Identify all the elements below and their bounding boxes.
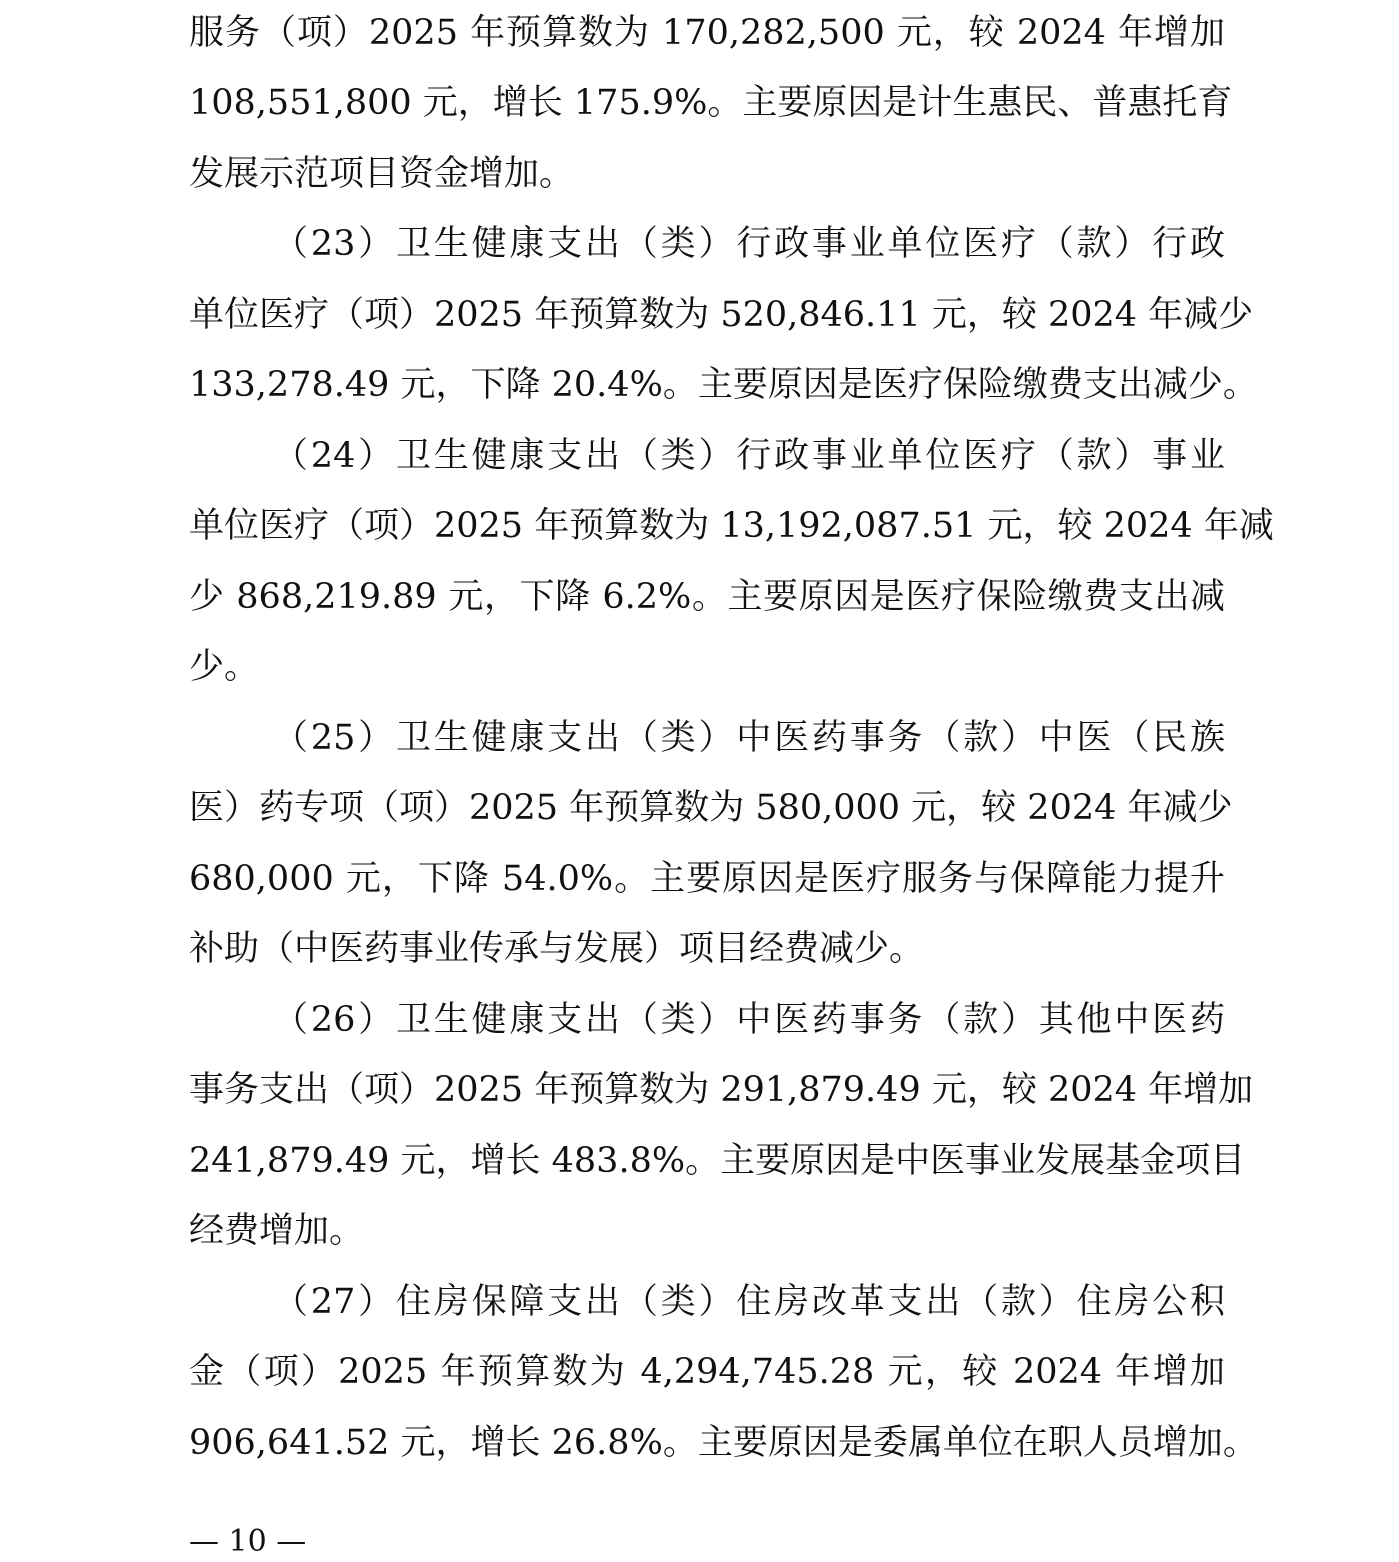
page-number: — 10 —: [189, 1524, 307, 1559]
text-line: 金（项）2025 年预算数为 4,294,745.28 元，较 2024 年增加: [189, 1352, 1225, 1392]
text-line: （25）卫生健康支出（类）中医药事务（款）中医（民族: [273, 718, 1225, 758]
text-line: 少。: [189, 647, 260, 687]
text-line: （26）卫生健康支出（类）中医药事务（款）其他中医药: [273, 1000, 1225, 1040]
text-line: 单位医疗（项）2025 年预算数为 13,192,087.51 元，较 2024 年减: [189, 506, 1274, 546]
text-line: 发展示范项目资金增加。: [189, 154, 575, 194]
text-line: 补助（中医药事业传承与发展）项目经费减少。: [189, 929, 925, 969]
text-line: （24）卫生健康支出（类）行政事业单位医疗（款）事业: [273, 436, 1225, 476]
text-line: 医）药专项（项）2025 年预算数为 580,000 元，较 2024 年减少: [189, 788, 1233, 828]
text-line: （27）住房保障支出（类）住房改革支出（款）住房公积: [273, 1282, 1225, 1322]
text-line: 241,879.49 元，增长 483.8%。主要原因是中医事业发展基金项目: [189, 1141, 1246, 1181]
text-line: 事务支出（项）2025 年预算数为 291,879.49 元，较 2024 年增加: [189, 1070, 1254, 1110]
text-line: 少 868,219.89 元，下降 6.2%。主要原因是医疗保险缴费支出减: [189, 577, 1225, 617]
text-line: 单位医疗（项）2025 年预算数为 520,846.11 元，较 2024 年减少: [189, 295, 1254, 335]
text-line: 经费增加。: [189, 1211, 365, 1251]
text-line: （23）卫生健康支出（类）行政事业单位医疗（款）行政: [273, 224, 1225, 264]
text-line: 680,000 元，下降 54.0%。主要原因是医疗服务与保障能力提升: [189, 859, 1225, 899]
text-line: 906,641.52 元，增长 26.8%。主要原因是委属单位在职人员增加。: [189, 1423, 1258, 1463]
text-line: 108,551,800 元，增长 175.9%。主要原因是计生惠民、普惠托育: [189, 83, 1233, 123]
text-line: 服务（项）2025 年预算数为 170,282,500 元，较 2024 年增加: [189, 13, 1225, 53]
text-line: 133,278.49 元，下降 20.4%。主要原因是医疗保险缴费支出减少。: [189, 365, 1258, 405]
